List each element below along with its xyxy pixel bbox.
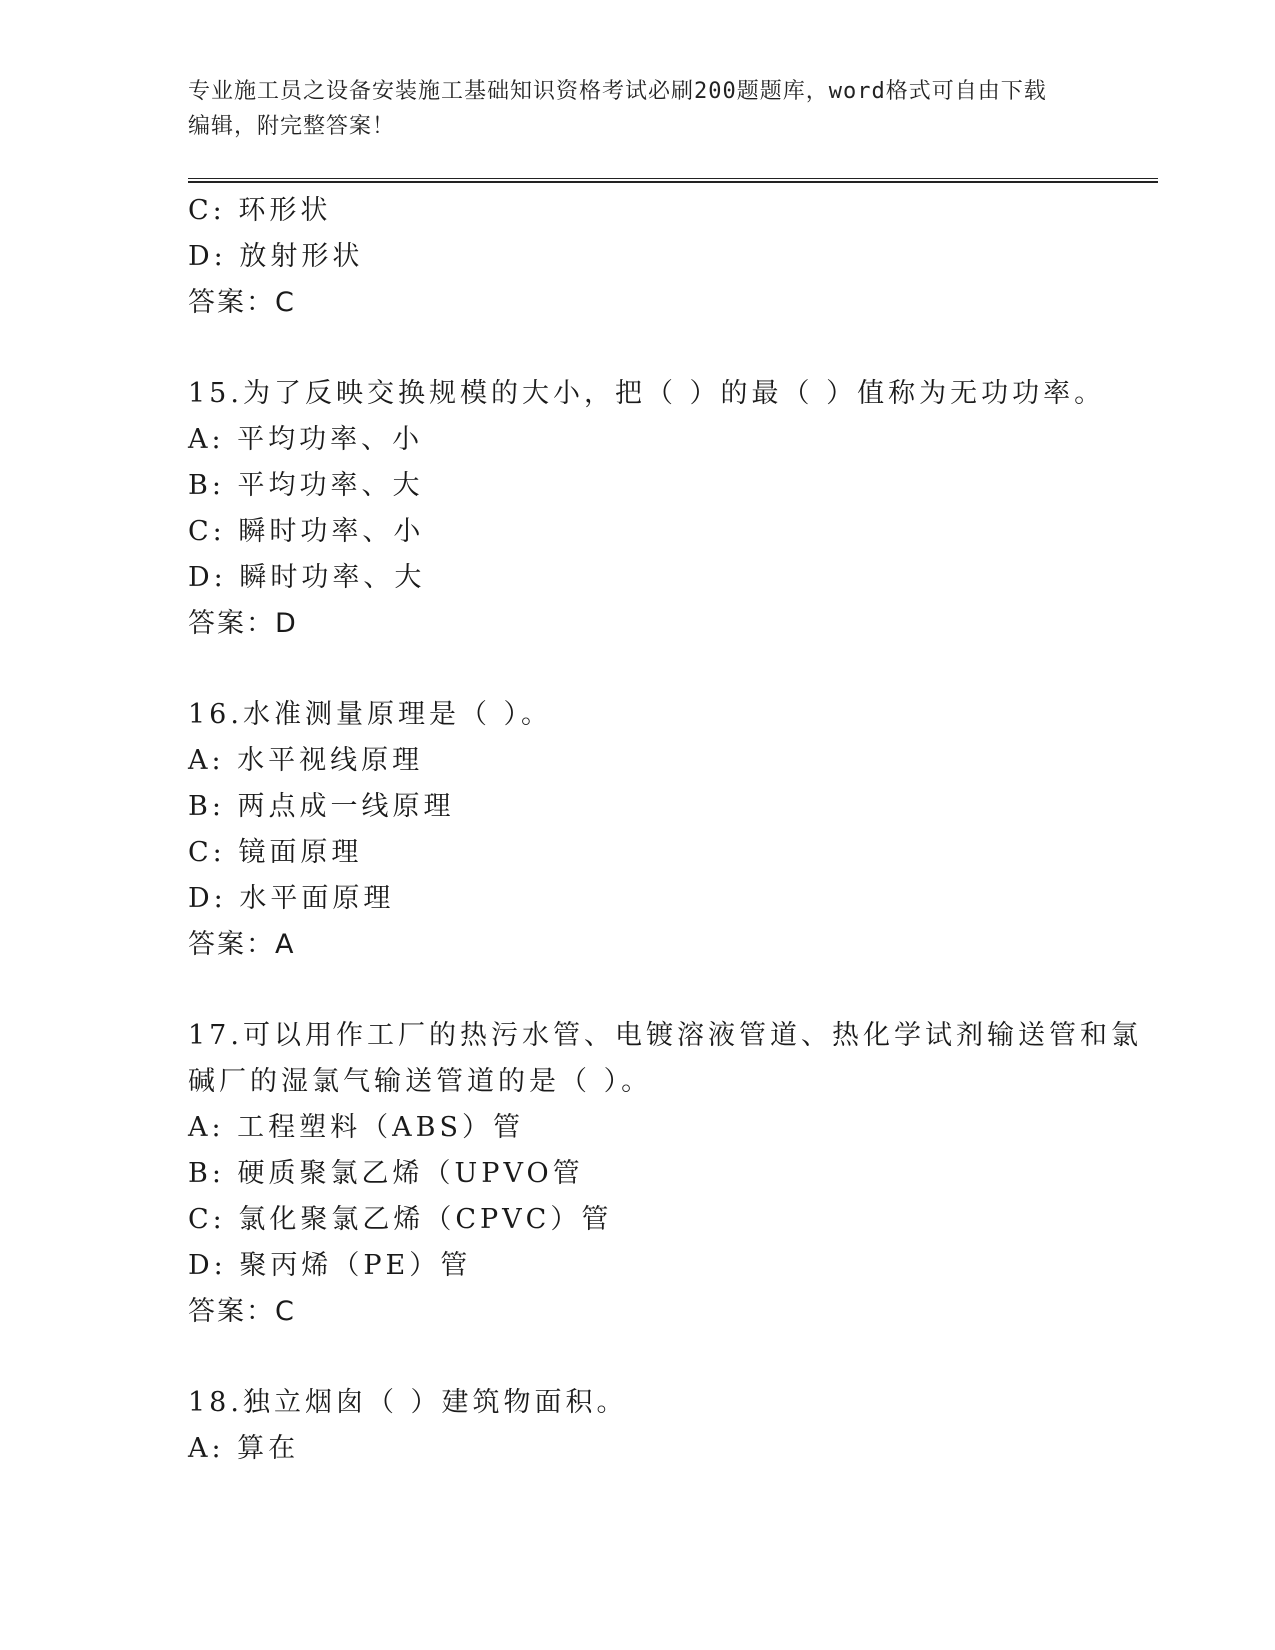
question-15-option-c: C: 瞬时功率、小 <box>188 516 425 547</box>
question-15-option-b: B: 平均功率、大 <box>188 470 424 501</box>
question-16-option-b: B: 两点成一线原理 <box>188 791 455 822</box>
question-16-option-d: D: 水平面原理 <box>188 883 395 914</box>
page-header-title: 专业施工员之设备安装施工基础知识资格考试必刷200题题库，word格式可自由下载编辑，附完整答案！ <box>188 79 1047 139</box>
header-divider <box>188 178 1158 183</box>
question-18-option-a: A: 算在 <box>188 1433 300 1464</box>
question-17-answer: 答案：C <box>188 1296 296 1327</box>
question-15-option-a: A: 平均功率、小 <box>188 424 424 455</box>
question-17-stem-line-2: 碱厂的湿氯气输送管道的是（ ）。 <box>188 1066 653 1097</box>
answer: 答案：C <box>188 287 296 318</box>
question-15-stem: 15.为了反映交换规模的大小，把（ ）的最（ ）值称为无功功率。 <box>188 378 1106 409</box>
question-17-option-b: B: 硬质聚氯乙烯（UPVO管 <box>188 1158 584 1189</box>
question-17-option-c: C: 氯化聚氯乙烯（CPVC）管 <box>188 1204 613 1235</box>
question-15-answer: 答案：D <box>188 608 298 639</box>
question-17-option-d: D: 聚丙烯（PE）管 <box>188 1250 472 1281</box>
question-16-stem: 16.水准测量原理是（ ）。 <box>188 699 553 730</box>
question-17-option-a: A: 工程塑料（ABS）管 <box>188 1112 525 1143</box>
question-16-option-c: C: 镜面原理 <box>188 837 363 868</box>
question-16-answer: 答案：A <box>188 929 296 960</box>
question-18-stem: 18.独立烟囱（ ）建筑物面积。 <box>188 1387 628 1418</box>
question-15-option-d: D: 瞬时功率、大 <box>188 562 426 593</box>
question-16-option-a: A: 水平视线原理 <box>188 745 424 776</box>
option-d: D: 放射形状 <box>188 241 364 272</box>
question-list <box>188 188 1158 1472</box>
option-c: C: 环形状 <box>188 195 332 226</box>
question-17-stem-line-1: 17.可以用作工厂的热污水管、电镀溶液管道、热化学试剂输送管和氯 <box>188 1020 1142 1051</box>
